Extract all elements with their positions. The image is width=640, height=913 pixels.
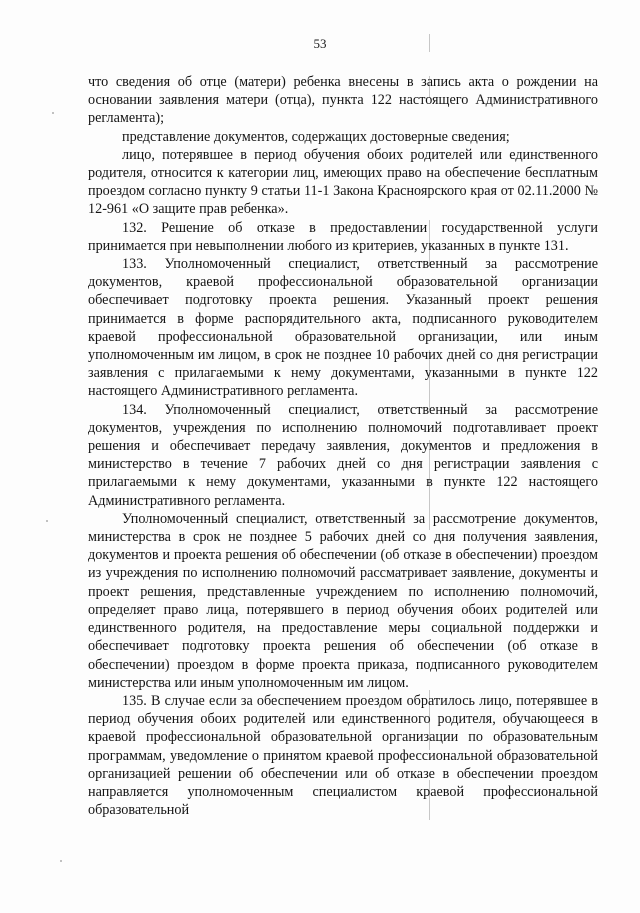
paragraph: что сведения об отце (матери) ребенка внесены в запись акта о рождении на основании заявления матери (отца), пункта 122 настоящего Административного регламента); bbox=[88, 74, 598, 127]
paragraph: 135. В случае если за обеспечением проездом обратилось лицо, потерявшее в период обучения обоих родителей или единственного родителя, обучающееся в краевой профессиональной образовательной организации по образовательным программам, уведомление о принятом краевой профессиональной образовательной организацией решении об обеспечении или об отказе в обеспечении проездом направляется уполномоченным специалистом краевой профессиональной образовательной bbox=[88, 692, 598, 819]
paragraph: 132. Решение об отказе в предоставлении государственной услуги принимается при невыполнении любого из критериев, указанных в пункте 131. bbox=[88, 219, 598, 254]
scan-speck bbox=[60, 860, 62, 862]
paragraph: Уполномоченный специалист, ответственный за рассмотрение документов, министерства в срок не позднее 5 рабочих дней со дня получения заявления, документов и проекта решения об обеспечении (об отказе в обеспечении) проездом из учреждения по исполнению полномочий рассматривает заявление, документы и проект решения, представленные учреждением по исполнению полномочий, определяет право лица, потерявшего в период обучения обоих родителей или единственного родителя, на предоставление меры социальной поддержки и обеспечивает подготовку проекта решения об обеспечении (об отказе в обеспечении) проездом в форме проекта приказа, подписанного руководителем министерства или иным уполномоченным им лицом. bbox=[88, 510, 598, 691]
scan-artifact-line bbox=[429, 34, 430, 52]
paragraph: 134. Уполномоченный специалист, ответственный за рассмотрение документов, учреждения по исполнению полномочий подготавливает проект решения и обеспечивает передачу заявления, документов и предложения в министерство в течение 7 рабочих дней со дня регистрации заявления с прилагаемыми к нему документами, указанными в пункте 122 настоящего Административного регламента. bbox=[88, 401, 598, 509]
paragraph: представление документов, содержащих достоверные сведения; bbox=[122, 128, 510, 145]
document-body bbox=[88, 73, 598, 819]
paragraph: 133. Уполномоченный специалист, ответственный за рассмотрение документов, краевой профессиональной образовательной организации обеспечивает подготовку проекта решения. Указанный проект решения принимается в форме распорядительного акта, подписанного руководителем краевой профессиональной образовательной организации, или иным уполномоченным им лицом, в срок не позднее 10 рабочих дней со дня регистрации заявления с прилагаемыми к нему документами, указанными в пункте 122 настоящего Административного регламента. bbox=[88, 256, 598, 400]
page-number: 53 bbox=[313, 36, 327, 51]
paragraph: лицо, потерявшее в период обучения обоих родителей или единственного родителя, относится к категории лиц, имеющих право на обеспечение бесплатным проездом согласно пункту 9 статьи 11-1 Закона Красноярского края от 02.11.2000 № 12-961 «О защите прав ребенка». bbox=[88, 146, 598, 218]
scan-speck bbox=[46, 520, 48, 522]
scan-speck bbox=[52, 112, 54, 114]
